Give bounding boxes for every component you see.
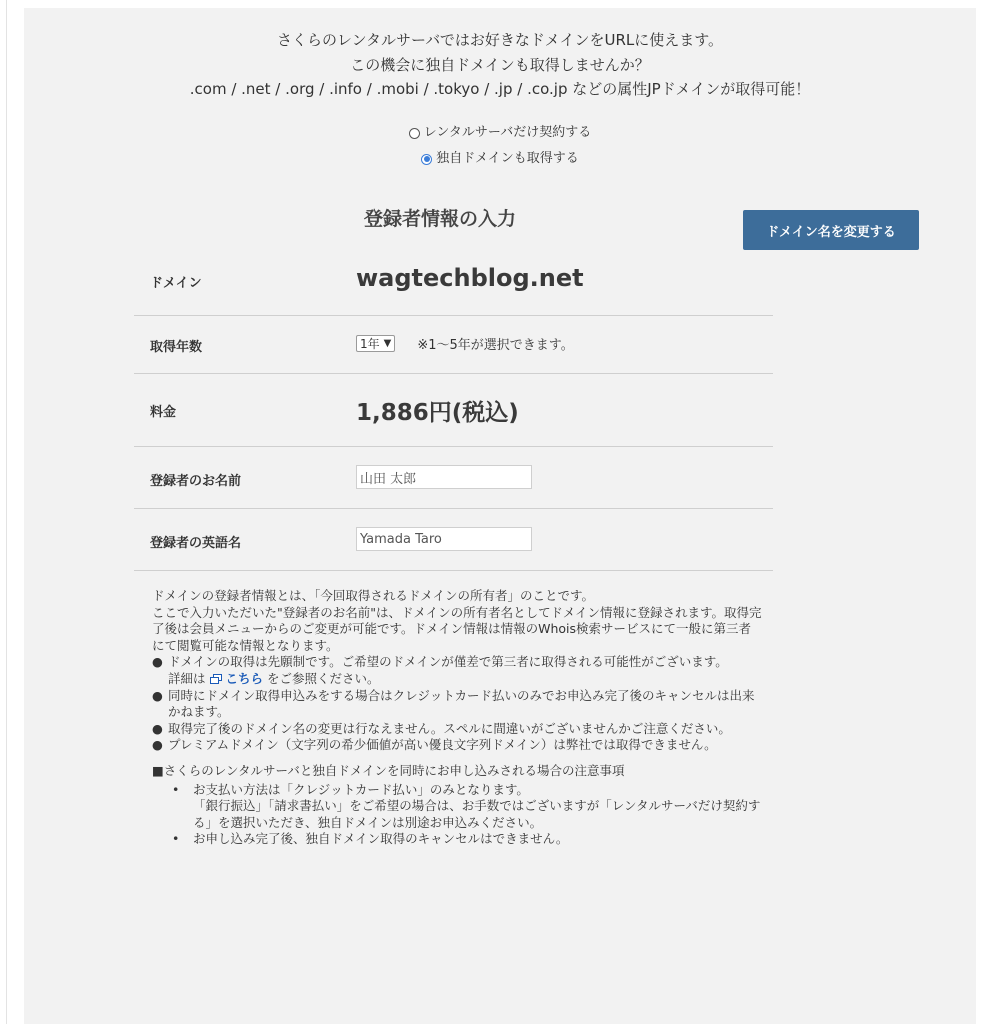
caution-text-4: プレミアムドメイン（文字列の希少価値が高い優良文字列ドメイン）は弊社では取得できません。 [168,737,717,753]
intro-text [24,28,976,102]
change-domain-button[interactable]: ドメイン名を変更する [743,210,919,250]
left-border [6,0,7,1024]
row-registrant-name [134,447,773,509]
registrant-name-label: 登録者のお名前 [150,474,242,489]
domain-label: ドメイン [150,276,202,291]
caution-list [152,654,762,671]
registrant-info-description [152,588,762,848]
desc-paragraph: ここで入力いただいた"登録者のお名前"は、ドメインの所有者名としてドメイン情報に登録されます。取得完了後は会員メニューからのご変更が可能です。ドメイン情報は情報のWhois検索サービスにて一般に第三者にて閲覧可能な情報となります。 [152,604,762,653]
years-label: 取得年数 [150,340,203,355]
domain-signup-panel [24,8,976,1024]
radio-server-only[interactable] [409,128,420,139]
desc-line-1: ドメインの登録者情報とは、「今回取得されるドメインの所有者」のことです。 [152,588,595,603]
intro-line-1: さくらのレンタルサーバではお好きなドメインをURLに使えます。 [276,31,724,49]
years-select[interactable] [356,335,395,352]
caution-text-2: 同時にドメイン取得申込みをする場合はクレジットカード払いのみでお申込み完了後のキャンセルは出来かねます。 [168,687,755,720]
intro-line-3: .com / .net / .org / .info / .mobi / .tokyo / .jp / .co.jp などの属性JPドメインが取得可能！ [189,80,811,98]
option-with-domain-label[interactable]: 独自ドメインも取得する [436,151,579,166]
caution-item [152,654,762,671]
detail-suffix: をご参照ください。 [267,670,380,686]
registrant-en-name-wrap [356,527,532,551]
price-value: 1,886円(税込) [356,400,519,426]
form-title: 登録者情報の入力 [364,208,517,230]
detail-reference [152,671,762,688]
option-with-domain[interactable] [24,146,976,172]
notice-item [152,782,762,832]
registrant-form-table [134,250,773,571]
notice-list [152,782,762,848]
detail-link[interactable]: こちら [225,670,264,686]
external-window-icon[interactable] [210,674,222,684]
caution-text-1: ドメインの取得は先願制です。ご希望のドメインが僅差で第三者に取得される可能性がございます。 [168,654,728,670]
years-note: ※1〜5年が選択できます。 [417,338,574,353]
notice-item [152,831,762,848]
caution-item [152,721,762,738]
detail-prefix: 詳細は [168,670,206,686]
caution-item [152,688,762,721]
intro-line-2: この機会に独自ドメインも取得しませんか？ [350,55,650,74]
domain-value: wagtechblog.net [356,264,584,292]
notice-title: ■さくらのレンタルサーバと独自ドメインを同時にお申し込みされる場合の注意事項 [152,762,625,778]
row-price [134,374,773,447]
registrant-en-name-label: 登録者の英語名 [150,536,242,551]
years-field [356,334,574,353]
option-server-only-label[interactable]: レンタルサーバだけ契約する [423,125,592,140]
radio-with-domain[interactable] [421,154,432,165]
registrant-en-name-input[interactable] [356,527,532,551]
caution-list-2 [152,688,762,754]
chevron-down-icon[interactable]: ▼ [383,338,392,349]
notice-text-1b: 「銀行振込」「請求書払い」をご希望の場合は、お手数ではございますが「レンタルサーバだけ契約する」を選択いただき、独自ドメインは別途お申込みください。 [193,798,761,830]
row-years [134,316,773,374]
contract-options [24,120,976,172]
years-select-value[interactable]: 1年 [360,337,380,351]
registrant-name-input[interactable] [356,465,532,489]
option-server-only[interactable] [24,120,976,146]
notice-text-1a: • お支払い方法は「クレジットカード払い」のみとなります。 [193,781,529,797]
price-label: 料金 [150,405,177,420]
row-registrant-en-name [134,509,773,571]
caution-item [152,737,762,754]
caution-text-3: 取得完了後のドメイン名の変更は行なえません。スペルに間違いがございませんかご注意ください。 [168,720,731,736]
registrant-name-wrap [356,465,532,489]
notice-text-2: お申し込み完了後、独自ドメイン取得のキャンセルはできません。 [193,831,569,847]
row-domain [134,250,773,316]
